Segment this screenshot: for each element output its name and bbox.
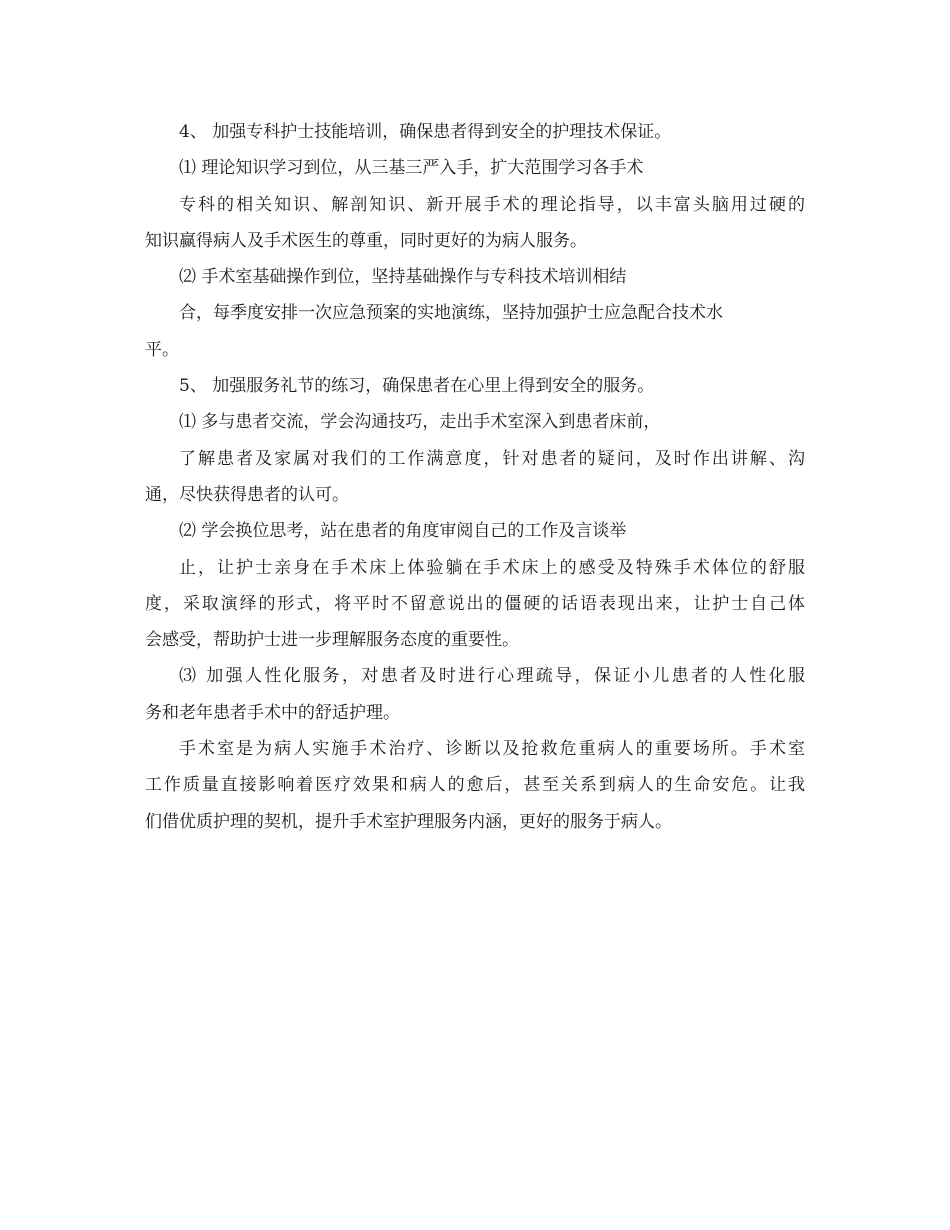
text-line: 务和老年患者手术中的舒适护理。 — [145, 702, 400, 723]
text-line: 了解患者及家属对我们的工作满意度，针对患者的疑问，及时作出讲解、沟 — [179, 448, 805, 469]
text-line: 平。 — [145, 339, 179, 360]
text-line: 们借优质护理的契机，提升手术室护理服务内涵，更好的服务于病人。 — [145, 811, 672, 832]
text-line: 止，让护士亲身在手术床上体验躺在手术床上的感受及特殊手术体位的舒服 — [179, 557, 805, 578]
text-line: ⑶ 加强人性化服务，对患者及时进行心理疏导，保证小儿患者的人性化服 — [179, 666, 805, 687]
text-line: 知识赢得病人及手术医生的尊重，同时更好的为病人服务。 — [145, 230, 587, 251]
text-line: 度，采取演绎的形式，将平时不留意说出的僵硬的话语表现出来，让护士自己体 — [145, 593, 805, 614]
text-line: 专科的相关知识、解剖知识、新开展手术的理论指导，以丰富头脑用过硬的 — [179, 194, 805, 215]
text-line: 会感受，帮助护士进一步理解服务态度的重要性。 — [145, 630, 519, 651]
text-line: ⑵ 学会换位思考，站在患者的角度审阅自己的工作及言谈举 — [179, 521, 627, 542]
document-body — [145, 114, 805, 840]
text-line: ⑴ 理论知识学习到位，从三基三严入手，扩大范围学习各手术 — [179, 158, 644, 179]
text-line: ⑴ 多与患者交流，学会沟通技巧，走出手术室深入到患者床前， — [179, 412, 661, 433]
text-line: 合，每季度安排一次应急预案的实地演练，坚持加强护士应急配合技术水 — [179, 303, 723, 324]
text-line: ⑵ 手术室基础操作到位，坚持基础操作与专科技术培训相结 — [179, 267, 627, 288]
text-line: 手术室是为病人实施手术治疗、诊断以及抢救危重病人的重要场所。手术室 — [179, 739, 805, 760]
text-line: 4、 加强专科护士技能培训，确保患者得到安全的护理技术保证。 — [179, 122, 672, 142]
text-line: 工作质量直接影响着医疗效果和病人的愈后，甚至关系到病人的生命安危。让我 — [145, 775, 805, 796]
text-line: 通，尽快获得患者的认可。 — [145, 484, 349, 505]
text-line: 5、 加强服务礼节的练习，确保患者在心里上得到安全的服务。 — [179, 376, 655, 397]
